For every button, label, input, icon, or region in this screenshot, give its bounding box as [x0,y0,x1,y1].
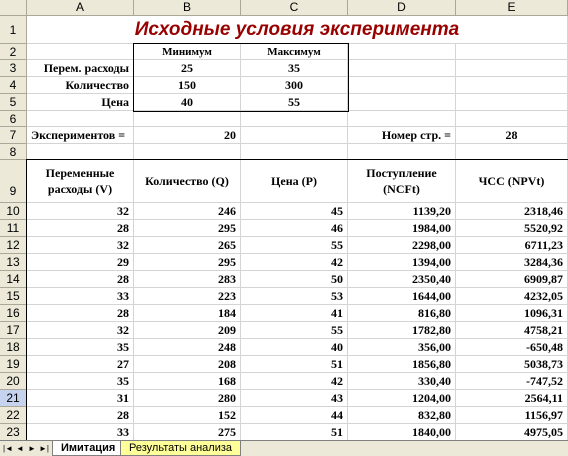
param-min[interactable]: 150 [134,77,241,94]
table-cell[interactable]: 295 [134,254,241,271]
table-cell[interactable]: 1096,31 [456,305,568,322]
cell-b6[interactable] [134,111,241,127]
table-cell[interactable]: -747,52 [456,373,568,390]
table-cell[interactable]: 6909,87 [456,271,568,288]
table-cell[interactable]: 32 [27,237,134,254]
table-cell[interactable]: 275 [134,424,241,441]
table-cell[interactable]: 51 [241,356,348,373]
row-header-14[interactable]: 14 [0,271,27,288]
cell-e4[interactable] [456,77,568,94]
table-cell[interactable]: 55 [241,237,348,254]
table-cell[interactable]: 42 [241,373,348,390]
cell-a6[interactable] [27,111,134,127]
cell-e5[interactable] [456,94,568,111]
column-header-e[interactable]: E [456,0,568,16]
row-header-22[interactable]: 22 [0,407,27,424]
table-cell[interactable]: 1644,00 [348,288,456,305]
table-cell[interactable]: 27 [27,356,134,373]
table-cell[interactable]: 832,80 [348,407,456,424]
cell-d8[interactable] [348,144,456,160]
table-cell[interactable]: 28 [27,220,134,237]
table-cell[interactable]: 1394,00 [348,254,456,271]
row-header-9[interactable]: 9 [0,160,27,203]
cell-c8[interactable] [241,144,348,160]
table-cell[interactable]: 4758,21 [456,322,568,339]
table-cell[interactable]: 356,00 [348,339,456,356]
table-cell[interactable]: 53 [241,288,348,305]
prev-sheet-icon[interactable]: ◄ [16,444,24,453]
table-cell[interactable]: 51 [241,424,348,441]
table-cell[interactable]: 28 [27,407,134,424]
tab-imitation[interactable]: Имитация [52,441,124,456]
page-number-label[interactable]: Номер стр. = [348,127,456,144]
row-header-5[interactable]: 5 [0,94,27,111]
table-cell[interactable]: 2298,00 [348,237,456,254]
table-cell[interactable]: -650,48 [456,339,568,356]
table-cell[interactable]: 33 [27,288,134,305]
table-cell[interactable]: 4975,05 [456,424,568,441]
table-cell[interactable]: 184 [134,305,241,322]
row-header-19[interactable]: 19 [0,356,27,373]
sheet-title[interactable]: Исходные условия эксперимента [27,16,568,44]
cell-e2[interactable] [456,44,568,60]
sheet-tab-bar [0,440,568,456]
table-cell[interactable]: 5520,92 [456,220,568,237]
row-header-23[interactable]: 23 [0,424,27,441]
row-header-18[interactable]: 18 [0,339,27,356]
cell-a2[interactable] [27,44,134,60]
row-header-16[interactable]: 16 [0,305,27,322]
row-header-12[interactable]: 12 [0,237,27,254]
experiments-label[interactable]: Экспериментов = [27,127,134,144]
table-cell[interactable]: 3284,36 [456,254,568,271]
page-number-value[interactable]: 28 [456,127,568,144]
cell-d2[interactable] [348,44,456,60]
row-header-2[interactable]: 2 [0,44,27,60]
cell-d4[interactable] [348,77,456,94]
param-min[interactable]: 25 [134,60,241,77]
table-cell[interactable]: 35 [27,339,134,356]
table-cell[interactable]: 55 [241,322,348,339]
cell-c7[interactable] [241,127,348,144]
tab-analysis-results[interactable]: Результаты анализа [120,441,241,456]
param-max[interactable]: 35 [241,60,348,77]
row-header-13[interactable]: 13 [0,254,27,271]
table-cell[interactable]: 248 [134,339,241,356]
cell-e8[interactable] [456,144,568,160]
table-cell[interactable]: 42 [241,254,348,271]
param-label[interactable]: Цена [27,94,134,111]
cell-e3[interactable] [456,60,568,77]
table-cell[interactable]: 33 [27,424,134,441]
table-cell[interactable]: 816,80 [348,305,456,322]
table-cell[interactable]: 2318,46 [456,203,568,220]
table-cell[interactable]: 2350,40 [348,271,456,288]
row-header-21[interactable]: 21 [0,390,27,407]
table-cell[interactable]: 223 [134,288,241,305]
table-cell[interactable]: 41 [241,305,348,322]
table-header-npv[interactable]: ЧСС (NPVt) [456,160,568,203]
row-header-7[interactable]: 7 [0,127,27,144]
table-cell[interactable]: 43 [241,390,348,407]
table-cell[interactable]: 209 [134,322,241,339]
table-cell[interactable]: 29 [27,254,134,271]
column-header-a[interactable]: A [27,0,134,16]
table-cell[interactable]: 45 [241,203,348,220]
table-cell[interactable]: 32 [27,203,134,220]
table-cell[interactable]: 1840,00 [348,424,456,441]
table-header-v[interactable]: Переменные расходы (V) [27,160,134,203]
table-cell[interactable]: 1984,00 [348,220,456,237]
table-header-ncf[interactable]: Поступление (NCFt) [348,160,456,203]
table-cell[interactable]: 295 [134,220,241,237]
row-header-20[interactable]: 20 [0,373,27,390]
table-cell[interactable]: 280 [134,390,241,407]
table-cell[interactable]: 1856,80 [348,356,456,373]
param-label[interactable]: Перем. расходы [27,60,134,77]
first-sheet-icon[interactable]: |◄ [3,444,13,453]
cell-e6[interactable] [456,111,568,127]
table-cell[interactable]: 168 [134,373,241,390]
select-all-corner[interactable] [0,0,27,16]
table-cell[interactable]: 1139,20 [348,203,456,220]
table-cell[interactable]: 1156,97 [456,407,568,424]
table-cell[interactable]: 46 [241,220,348,237]
table-cell[interactable]: 6711,23 [456,237,568,254]
cell-a8[interactable] [27,144,134,160]
cell-d3[interactable] [348,60,456,77]
next-sheet-icon[interactable]: ► [28,444,36,453]
cell-max-header[interactable]: Максимум [241,44,348,60]
row-header-10[interactable]: 10 [0,203,27,220]
row-header-15[interactable]: 15 [0,288,27,305]
row-header-17[interactable]: 17 [0,322,27,339]
table-header-q[interactable]: Количество (Q) [134,160,241,203]
table-cell[interactable]: 35 [27,373,134,390]
table-cell[interactable]: 1204,00 [348,390,456,407]
table-cell[interactable]: 265 [134,237,241,254]
param-max[interactable]: 55 [241,94,348,111]
param-label[interactable]: Количество [27,77,134,94]
table-cell[interactable]: 1782,80 [348,322,456,339]
table-cell[interactable]: 32 [27,322,134,339]
table-cell[interactable]: 330,40 [348,373,456,390]
row-header-4[interactable]: 4 [0,77,27,94]
cell-d5[interactable] [348,94,456,111]
column-header-b[interactable]: B [134,0,241,16]
column-header-c[interactable]: C [241,0,348,16]
cell-c6[interactable] [241,111,348,127]
row-header-1[interactable]: 1 [0,16,27,44]
table-cell[interactable]: 152 [134,407,241,424]
table-cell[interactable]: 28 [27,271,134,288]
row-header-6[interactable]: 6 [0,111,27,127]
table-cell[interactable]: 2564,11 [456,390,568,407]
table-cell[interactable]: 31 [27,390,134,407]
table-cell[interactable]: 44 [241,407,348,424]
table-cell[interactable]: 283 [134,271,241,288]
param-min[interactable]: 40 [134,94,241,111]
table-cell[interactable]: 4232,05 [456,288,568,305]
table-cell[interactable]: 208 [134,356,241,373]
cell-b8[interactable] [134,144,241,160]
table-cell[interactable]: 246 [134,203,241,220]
row-header-11[interactable]: 11 [0,220,27,237]
table-header-p[interactable]: Цена (P) [241,160,348,203]
param-max[interactable]: 300 [241,77,348,94]
table-cell[interactable]: 50 [241,271,348,288]
table-cell[interactable]: 40 [241,339,348,356]
experiments-value[interactable]: 20 [134,127,241,144]
table-cell[interactable]: 5038,73 [456,356,568,373]
cell-min-header[interactable]: Минимум [134,44,241,60]
cell-d6[interactable] [348,111,456,127]
last-sheet-icon[interactable]: ►| [39,444,49,453]
row-header-8[interactable]: 8 [0,144,27,160]
table-cell[interactable]: 28 [27,305,134,322]
column-header-d[interactable]: D [348,0,456,16]
row-header-3[interactable]: 3 [0,60,27,77]
